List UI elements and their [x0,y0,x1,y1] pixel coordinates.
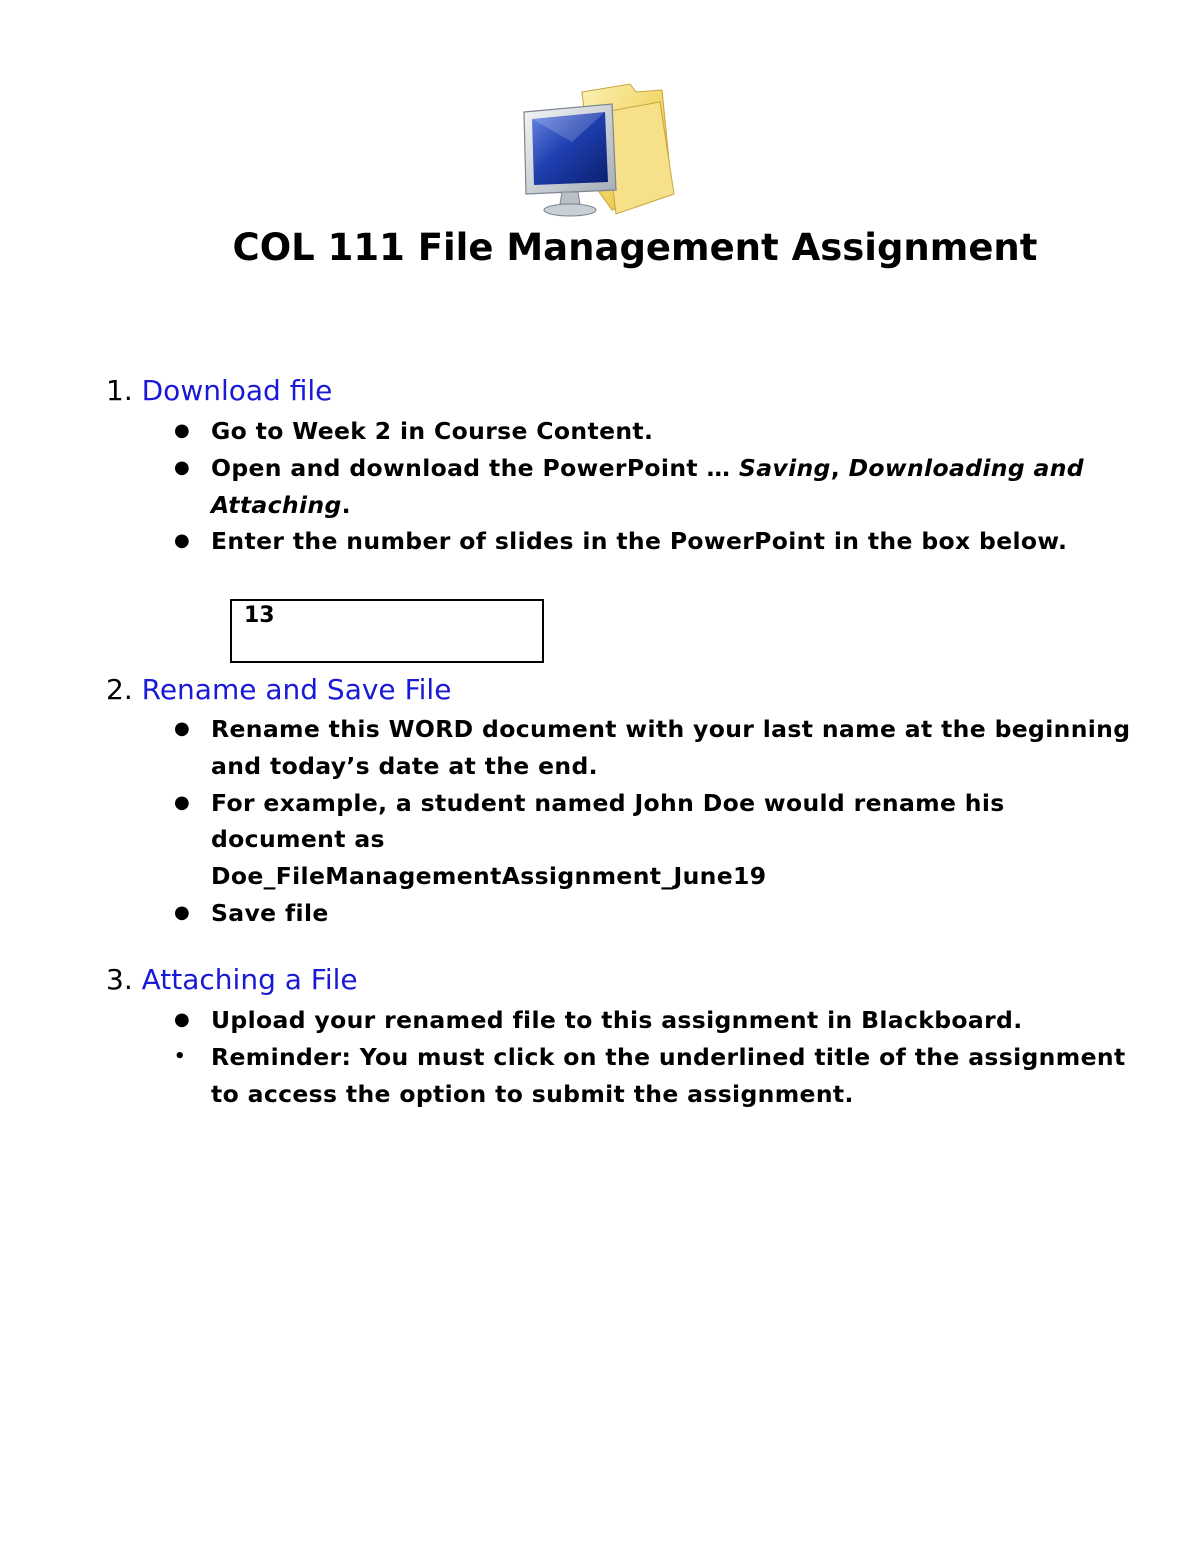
list-item [170,711,1150,785]
list-item [170,523,1150,560]
section-heading-text: Rename and Save File [141,673,452,706]
folder-monitor-icon [512,82,680,222]
section-2-bullet-list [170,711,1150,932]
answer-value: 13 [244,603,275,628]
section-heading-text: Attaching a File [141,963,358,996]
section-number: 2. [106,673,133,706]
list-item [170,1002,1150,1039]
bullet-icon: • [174,1045,186,1067]
list-item-text: Upload your renamed file to this assignment in Blackboard. [211,1006,1023,1034]
list-item-text: Open and download the PowerPoint … [211,453,731,482]
section-heading-rename-and-save [106,672,451,708]
list-item [170,785,1150,895]
list-item [170,450,1150,524]
slide-count-answer-box[interactable] [230,599,544,663]
list-item-text: Go to Week 2 in Course Content. [211,417,654,445]
bullet-icon: ● [174,901,191,923]
list-item-text: Enter the number of slides in the PowerPoint in the box below. [211,527,1068,556]
list-item-text: Save file [211,898,329,927]
period-text: . [341,490,351,519]
section-number: 1. [106,374,133,407]
section-number: 3. [106,963,133,996]
section-3-bullet-list [170,1002,1150,1112]
bullet-icon: ● [174,1009,191,1030]
list-item [170,895,1150,932]
bullet-icon: ● [174,456,191,478]
bullet-icon: ● [174,718,191,739]
example-filename: Doe_FileManagementAssignment_June19 [211,862,767,891]
list-item-text: Reminder: You must click on the underlined title of the assignment to access the option to submit the assignment. [211,1042,1126,1108]
page-title: COL 111 File Management Assignment [232,226,1038,269]
separator-text: , [830,453,841,482]
list-item [170,1039,1150,1113]
section-heading-attaching-a-file [106,962,358,998]
emphasis-text: Downloading and Attaching [211,453,1084,519]
section-1-bullet-list [170,413,1150,560]
bullet-icon: ● [174,530,191,552]
section-heading-text: Download file [141,374,333,407]
list-item-text: Rename this WORD document with your last name at the beginning and today’s date at the end. [211,715,1131,780]
bullet-icon: ● [174,420,191,441]
list-item-text: For example, a student named John Doe would rename his document as [211,788,1005,854]
section-heading-download-file [106,373,332,409]
bullet-icon: ● [174,791,191,813]
emphasis-text: Saving [738,453,831,482]
list-item [170,413,1150,450]
